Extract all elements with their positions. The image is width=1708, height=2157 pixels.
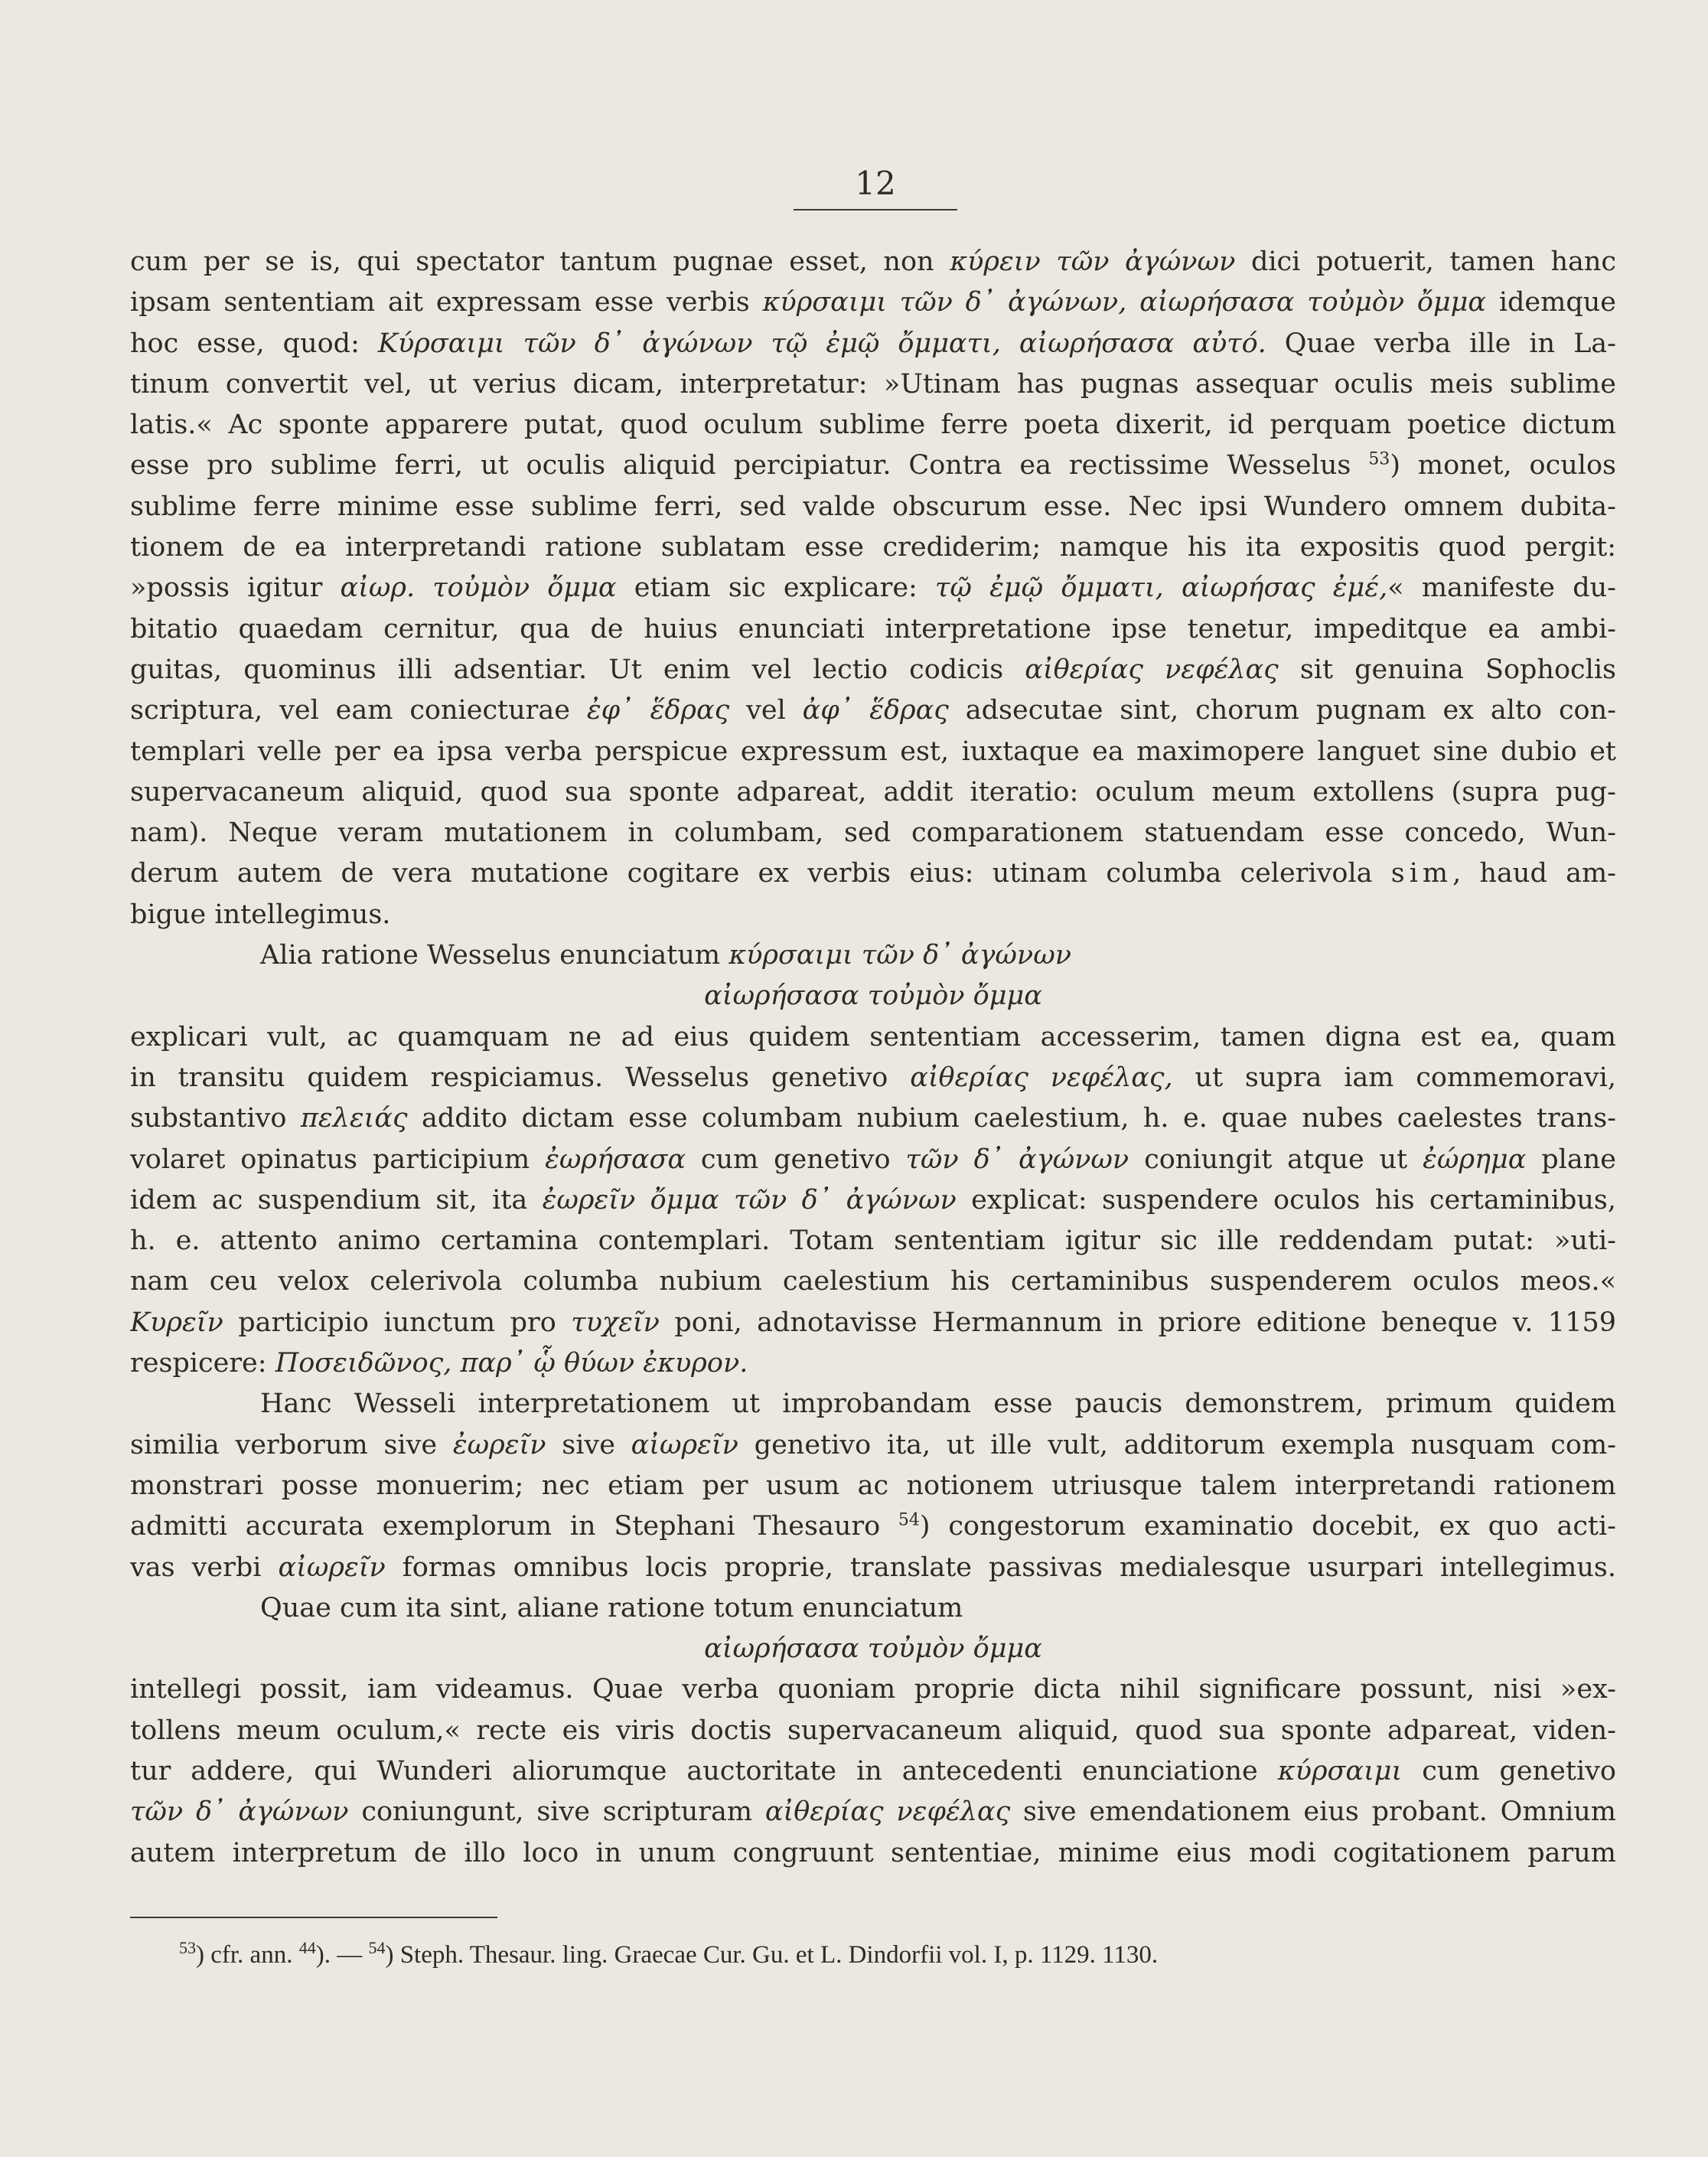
text-line <box>130 568 1616 609</box>
text-line <box>130 527 1616 568</box>
text-line <box>130 1261 1616 1302</box>
text-run: tionem de ea interpretandi ratione sublatam esse crediderim; namque his ita expositis quod pergit: <box>130 532 1616 563</box>
text-run: tur addere, qui Wunderi aliorumque auctoritate in antecedenti enunciatione <box>130 1755 1278 1787</box>
text-run: sublime ferre minime esse sublime ferri, sed valde obscurum esse. Nec ipsi Wundero omnem dubita- <box>130 491 1616 522</box>
text-line <box>130 935 1616 976</box>
text-run: addito dictam esse columbam nubium caelestium, h. e. quae nubes caelestes trans- <box>407 1103 1616 1134</box>
text-line <box>130 364 1616 405</box>
text-run: supervacaneum aliquid, quod sua sponte adpareat, addit iteratio: oculum meum extollens (supra pug- <box>130 776 1616 808</box>
greek-text: κύρσαιμι τῶν δ᾽ ἀγώνων, αἰωρήσασα τοὐμὸν ὄμμα <box>762 287 1487 318</box>
text-run: Hanc Wesseli interpretationem ut improbandam esse paucis demonstrem, primum quidem <box>260 1389 1616 1420</box>
greek-text: ἐφ᾽ ἕδρας <box>586 695 730 726</box>
greek-text: τυχεῖν <box>571 1307 660 1338</box>
text-run: nam ceu velox celerivola columba nubium caelestium his certaminibus suspenderem oculos meos.« <box>130 1266 1616 1297</box>
text-run: plane <box>1526 1144 1616 1175</box>
text-line <box>130 1058 1616 1098</box>
footnote-ref: 53 <box>179 1938 196 1957</box>
greek-text: αἰωρήσασα τοὐμὸν ὄμμα <box>704 981 1042 1012</box>
text-line <box>130 1098 1616 1139</box>
text-line <box>130 1751 1616 1792</box>
text-run: bitatio quaedam cernitur, qua de huius enunciati interpretatione ipse tenetur, impeditque ea ambi- <box>130 613 1616 644</box>
text-line <box>130 1425 1616 1466</box>
text-line <box>130 282 1616 323</box>
text-line <box>130 853 1616 894</box>
text-line <box>130 895 1616 935</box>
text-line <box>130 1303 1616 1343</box>
text-run: h. e. attento animo certamina contemplari. Totam sententiam igitur sic ille reddendam putat: »uti- <box>130 1225 1616 1257</box>
text-run: autem interpretum de illo loco in unum congruunt sententiae, minime eius modi cogitationem parum <box>130 1837 1616 1868</box>
text-run: respicere: <box>130 1348 275 1379</box>
text-line <box>130 1669 1616 1710</box>
text-line <box>130 242 1616 282</box>
text-run: idemque <box>1486 287 1616 318</box>
text-run: Quae cum ita sint, aliane ratione totum enunciatum <box>260 1592 963 1623</box>
text-run: intellegi possit, iam videamus. Quae verba quoniam proprie dicta nihil significare possunt, nisi »ex- <box>130 1674 1616 1705</box>
text-line <box>130 487 1616 527</box>
text-line <box>130 1588 1616 1629</box>
text-run: coniungunt, sive scripturam <box>348 1796 765 1828</box>
text-run: Alia ratione Wesselus enunciatum <box>260 940 729 971</box>
text-run: explicari vult, ac quamquam ne ad eius quidem sententiam accesserim, tamen digna est ea, quam <box>130 1021 1616 1052</box>
greek-text: ἐωρεῖν <box>452 1429 546 1460</box>
text-line <box>130 1506 1616 1547</box>
text-run: ipsam sententiam ait expressam esse verbis <box>130 287 763 318</box>
text-run: volaret opinatus participium <box>130 1144 546 1175</box>
text-line <box>130 1180 1616 1221</box>
text-run: participio iunctum pro <box>223 1307 572 1338</box>
text-run: Quae verba ille in La- <box>1266 328 1616 359</box>
greek-text: κύρσαιμι τῶν δ᾽ ἀγώνων <box>729 940 1072 971</box>
text-run: in transitu quidem respiciamus. Wesselus genetivo <box>130 1062 911 1093</box>
greek-text: κύρσαιμι <box>1277 1755 1403 1787</box>
text-run: adsecutae sint, chorum pugnam ex alto con- <box>948 695 1616 726</box>
text-run: sive emendationem eius probant. Omnium <box>1010 1796 1616 1828</box>
text-run: scriptura, vel eam coniecturae <box>130 695 587 726</box>
greek-text: ἐωρήσασα <box>545 1144 686 1175</box>
greek-text: αἰθερίας νεφέλας <box>1025 654 1279 685</box>
text-line <box>130 1384 1616 1424</box>
text-line <box>130 445 1616 486</box>
text-line <box>130 1017 1616 1058</box>
text-run: monstrari posse monuerim; nec etiam per usum ac notionem utriusque talem interpretandi rationem <box>130 1470 1616 1501</box>
text-line <box>130 1221 1616 1261</box>
text-run: templari velle per ea ipsa verba perspicue expressum est, iuxtaque ea maximopere languet sine dubio et <box>130 736 1616 767</box>
text-run: nam). Neque veram mutationem in columbam, sed comparationem statuendam esse concedo, Wun- <box>130 817 1616 849</box>
text-run: substantivo <box>130 1103 301 1134</box>
greek-text: αἰωρήσασα τοὐμὸν ὄμμα <box>704 1633 1042 1665</box>
text-run: ) cfr. ann. <box>196 1941 299 1969</box>
text-line <box>130 1140 1616 1180</box>
text-run: idem ac suspendium sit, ita <box>130 1184 543 1216</box>
text-run: ) monet, oculos <box>1390 450 1616 481</box>
text-line <box>130 732 1616 772</box>
text-run: tollens meum oculum,« recte eis viris doctis supervacaneum aliquid, quod sua sponte adpareat, viden- <box>130 1715 1616 1746</box>
text-run: cum per se is, qui spectator tantum pugnae esset, non <box>130 246 950 277</box>
text-line <box>130 609 1616 650</box>
text-run: etiam sic explicare: <box>616 573 936 604</box>
text-run: ) congestorum examinatio docebit, ex quo acti- <box>919 1511 1616 1542</box>
footnote <box>179 1937 1556 1973</box>
text-line <box>130 1833 1616 1874</box>
text-run: derum autem de vera mutatione cogitare ex verbis eius: utinam columba celerivola <box>130 858 1391 889</box>
text-run: ut supra iam commemoravi, <box>1172 1062 1616 1093</box>
text-run: « manifeste du- <box>1387 573 1616 604</box>
greek-text: τῶν δ᾽ ἀγώνων <box>130 1796 349 1828</box>
text-run: vas verbi <box>130 1552 279 1583</box>
text-line <box>130 1466 1616 1506</box>
text-run: tinum convertit vel, ut verius dicam, interpretatur: »Utinam has pugnas assequar oculis meis sublime <box>130 368 1616 400</box>
text-run: poni, adnotavisse Hermannum in priore editione beneque v. 1159 <box>659 1307 1616 1338</box>
footnote-ref: 54 <box>368 1938 386 1957</box>
text-run: genetivo ita, ut ille vult, additorum exempla nusquam com- <box>738 1429 1616 1460</box>
greek-text: κύρειν τῶν ἀγώνων <box>950 246 1236 277</box>
greek-text: αἰθερίας νεφέλας <box>764 1796 1011 1828</box>
text-run: sit genuina Sophoclis <box>1278 654 1616 685</box>
text-line <box>130 324 1616 364</box>
page-number: 12 <box>855 165 896 202</box>
greek-text: τῶν δ᾽ ἀγώνων <box>905 1144 1129 1175</box>
text-run: similia verborum sive <box>130 1429 453 1460</box>
text-run: hoc esse, quod: <box>130 328 378 359</box>
text-run: guitas, quominus illi adsentiar. Ut enim vel lectio codicis <box>130 654 1025 685</box>
text-run: ). — <box>315 1941 369 1969</box>
text-line <box>130 1548 1616 1588</box>
text-run: explicat: suspendere oculos his certaminibus, <box>956 1184 1616 1216</box>
greek-text: τῷ ἐμῷ ὄμματι, αἰωρήσας ἐμέ, <box>935 573 1388 604</box>
footnote-rule <box>130 1917 497 1918</box>
spaced-text: sim <box>1390 858 1453 889</box>
text-run: formas omnibus locis proprie, translate passivas medialesque usurpari intellegimus. <box>385 1552 1616 1583</box>
text-run: ) Steph. Thesaur. ling. Graecae Cur. Gu. et L. Dindorfii vol. I, p. 1129. 1130. <box>385 1941 1159 1969</box>
greek-text: αἰωρεῖν <box>278 1552 386 1583</box>
greek-text: αἰθερίας νεφέλας, <box>910 1062 1173 1093</box>
text-run: coniungit atque ut <box>1129 1144 1423 1175</box>
text-line <box>130 690 1616 731</box>
text-run: bigue intellegimus. <box>130 899 391 930</box>
text-run: cum genetivo <box>686 1144 906 1175</box>
greek-text: πελειάς <box>300 1103 408 1134</box>
page-number-rule <box>794 209 957 210</box>
greek-text: ἐωρεῖν ὄμμα τῶν δ᾽ ἀγώνων <box>542 1184 957 1216</box>
text-run: »possis igitur <box>130 573 341 604</box>
text-line <box>130 1792 1616 1832</box>
text-line <box>130 405 1616 445</box>
text-run: latis.« Ac sponte apparere putat, quod oculum sublime ferre poeta dixerit, id perquam poetice dictum <box>130 410 1616 441</box>
footnote-ref: 53 <box>1368 449 1390 469</box>
greek-text: αἰωρεῖν <box>631 1429 738 1460</box>
greek-text: Κυρεῖν <box>130 1307 223 1338</box>
text-run: dici potuerit, tamen hanc <box>1235 246 1616 277</box>
text-line <box>130 772 1616 813</box>
greek-text: ἐώρημα <box>1423 1144 1527 1175</box>
greek-text: ἀφ᾽ ἕδρας <box>802 695 949 726</box>
text-run: sive <box>546 1429 631 1460</box>
quoted-verse <box>130 1629 1616 1669</box>
footnote-ref: 44 <box>298 1938 316 1957</box>
text-run: admitti accurata exemplorum in Stephani Thesauro <box>130 1511 898 1542</box>
greek-text: Κύρσαιμι τῶν δ᾽ ἀγώνων τῷ ἐμῷ ὄμματι, αἰωρήσασα αὐτό. <box>377 328 1266 359</box>
footnote-ref: 54 <box>898 1510 920 1530</box>
text-line <box>130 813 1616 853</box>
text-line <box>130 1711 1616 1751</box>
text-run: vel <box>729 695 803 726</box>
text-line <box>130 650 1616 690</box>
quoted-verse <box>130 976 1616 1016</box>
greek-text: αἰωρ. τοὐμὸν ὄμμα <box>340 573 617 604</box>
text-run: esse pro sublime ferri, ut oculis aliquid percipiatur. Contra ea rectissime Wesselus <box>130 450 1369 481</box>
greek-text: Ποσειδῶνος, παρ᾽ ᾧ θύων ἐκυρον. <box>275 1348 748 1379</box>
text-run: cum genetivo <box>1402 1755 1616 1787</box>
text-run: , haud am- <box>1452 858 1616 889</box>
body-text <box>130 242 1616 1874</box>
text-line <box>130 1343 1616 1384</box>
